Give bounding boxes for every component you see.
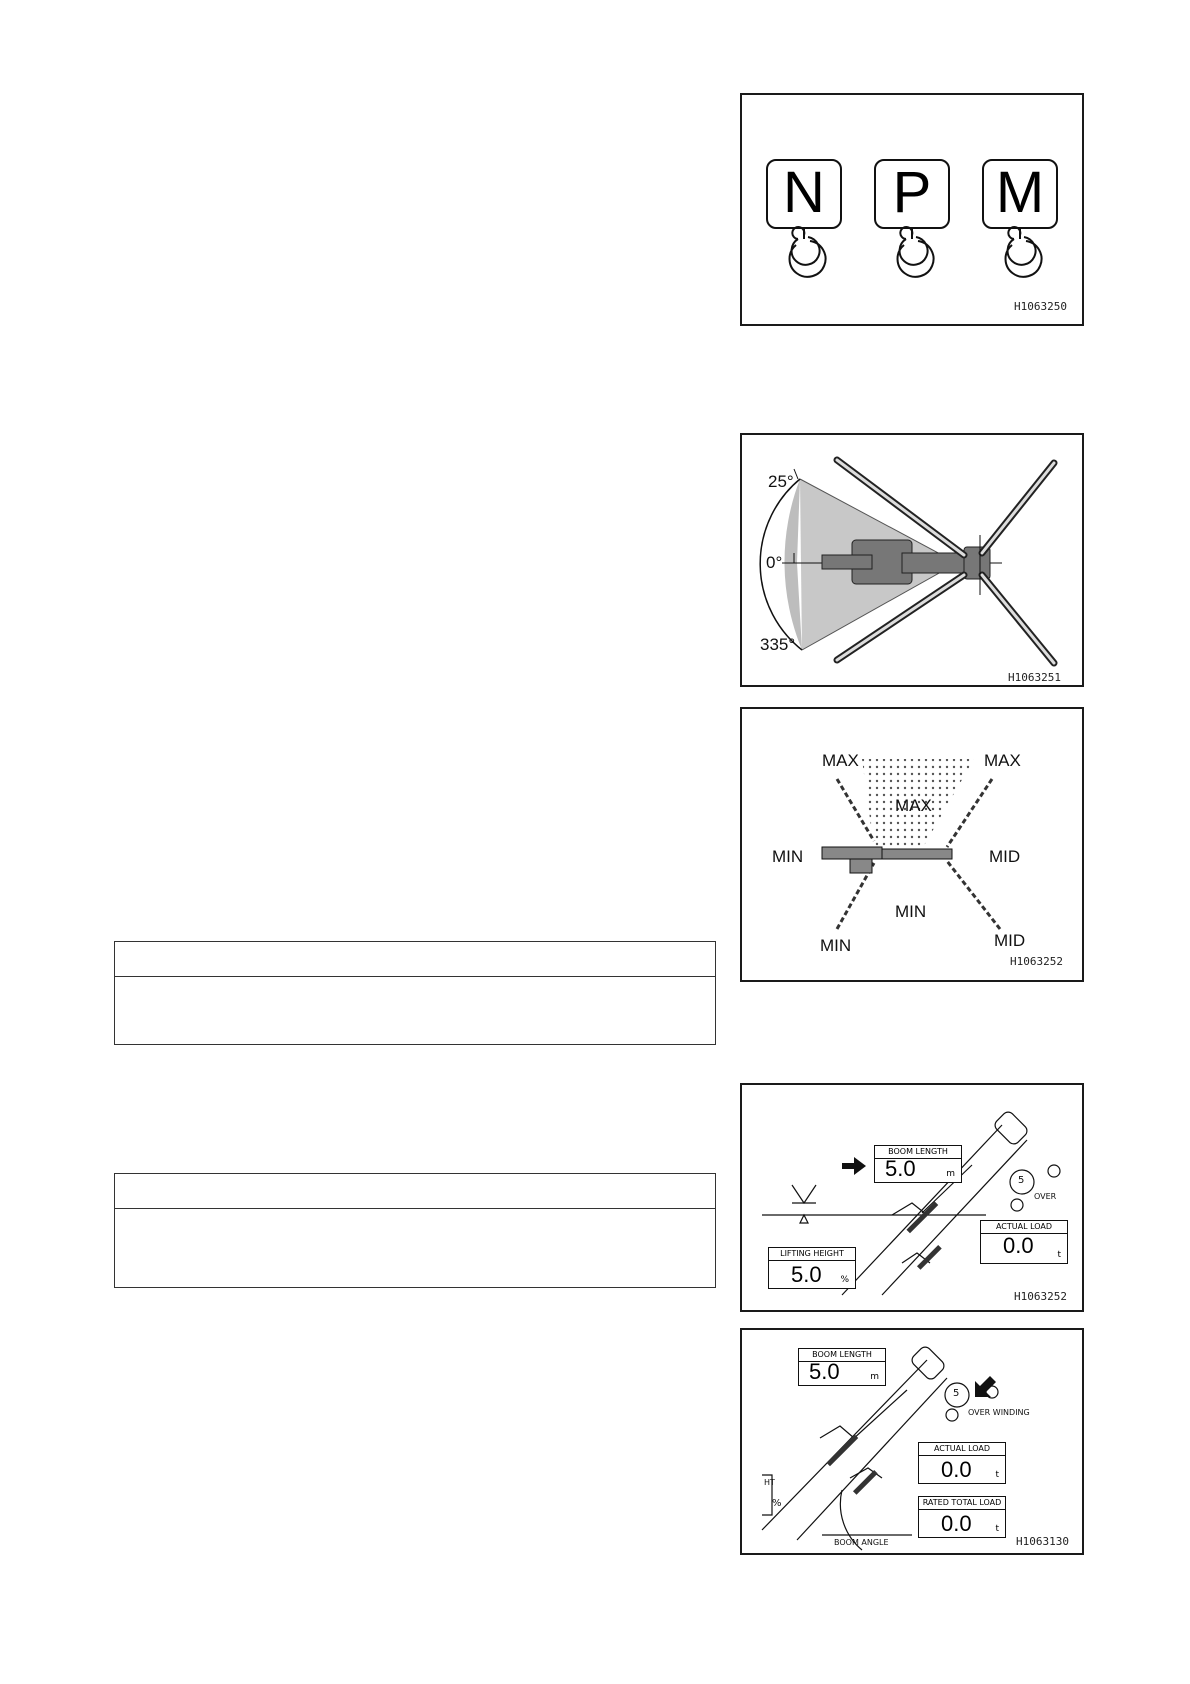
note-box-2-header	[115, 1174, 715, 1209]
rated-total-load-box	[918, 1496, 1006, 1538]
hook-icon-n	[790, 227, 826, 277]
actual-load-unit: t	[995, 1470, 999, 1480]
lifting-height-title: LIFTING HEIGHT	[769, 1248, 855, 1261]
actual-load-value: 0.0	[1003, 1233, 1034, 1258]
zone-label-mid-right: MID	[989, 847, 1021, 866]
hook-number: 5	[1018, 1175, 1025, 1186]
ht-unit: %	[772, 1498, 782, 1509]
figure-code: H1063250	[1014, 300, 1067, 313]
over-label: OVER	[1034, 1192, 1057, 1201]
rated-total-load-value: 0.0	[941, 1511, 972, 1536]
actual-load-unit: t	[1057, 1250, 1061, 1260]
angle-label-0: 0°	[766, 553, 783, 572]
over-winding-label: OVER WINDING	[968, 1408, 1030, 1417]
display-boom-graphic	[742, 1330, 1084, 1555]
lifting-height-unit: %	[840, 1275, 849, 1285]
figure-code: H1063252	[1010, 955, 1063, 968]
figure-display-over-winding	[740, 1328, 1084, 1555]
hook-number: 5	[953, 1388, 960, 1399]
lifting-height-box	[768, 1247, 856, 1289]
figure-slewing-range	[740, 433, 1084, 687]
boom-length-box	[874, 1145, 962, 1183]
figure-code: H1063130	[1016, 1535, 1069, 1548]
actual-load-box	[918, 1442, 1006, 1484]
key-p[interactable]: P	[874, 159, 950, 229]
zone-label-max-right: MAX	[984, 751, 1021, 770]
figure-code: H1063252	[1014, 1290, 1067, 1303]
boom-length-title: BOOM LENGTH	[875, 1146, 961, 1159]
actual-load-title: ACTUAL LOAD	[981, 1221, 1067, 1234]
note-box-2	[114, 1173, 716, 1288]
key-m[interactable]: M	[982, 159, 1058, 229]
figure-hook-mode-keys	[740, 93, 1084, 326]
boom-length-value: 5.0	[885, 1156, 916, 1181]
actual-load-value: 0.0	[941, 1457, 972, 1482]
zone-label-min-left: MIN	[772, 847, 804, 866]
boom-angle-label: BOOM ANGLE	[834, 1538, 889, 1547]
key-n[interactable]: N	[766, 159, 842, 229]
zone-label-max-left: MAX	[822, 751, 859, 770]
ht-label: HT	[764, 1478, 775, 1487]
zone-label-min-bottom: MIN	[820, 936, 852, 955]
figure-display-lifting-height	[740, 1083, 1084, 1312]
hook-icons	[742, 95, 1084, 326]
angle-label-335: 335°	[760, 635, 796, 654]
boom-length-value: 5.0	[809, 1359, 840, 1384]
note-box-1-header	[115, 942, 715, 977]
boom-length-unit: m	[946, 1169, 955, 1179]
angle-label-25: 25°	[768, 472, 794, 491]
zone-label-mid-bottom: MID	[994, 931, 1026, 950]
lifting-height-value: 5.0	[791, 1262, 822, 1287]
zone-label-min-center: MIN	[895, 902, 927, 921]
actual-load-title: ACTUAL LOAD	[919, 1443, 1005, 1456]
zone-diagram	[742, 709, 1084, 982]
hook-icon-m	[1006, 227, 1042, 277]
boom-length-unit: m	[870, 1372, 879, 1382]
rated-total-load-title: RATED TOTAL LOAD	[919, 1497, 1005, 1510]
hook-icon-p	[898, 227, 934, 277]
note-box-1	[114, 941, 716, 1045]
actual-load-box	[980, 1220, 1068, 1264]
zone-label-max-center: MAX	[895, 796, 932, 815]
boom-length-title: BOOM LENGTH	[799, 1349, 885, 1362]
figure-code: H1063251	[1008, 671, 1061, 684]
rated-total-load-unit: t	[995, 1524, 999, 1534]
boom-length-box	[798, 1348, 886, 1386]
figure-capacity-zones	[740, 707, 1084, 982]
